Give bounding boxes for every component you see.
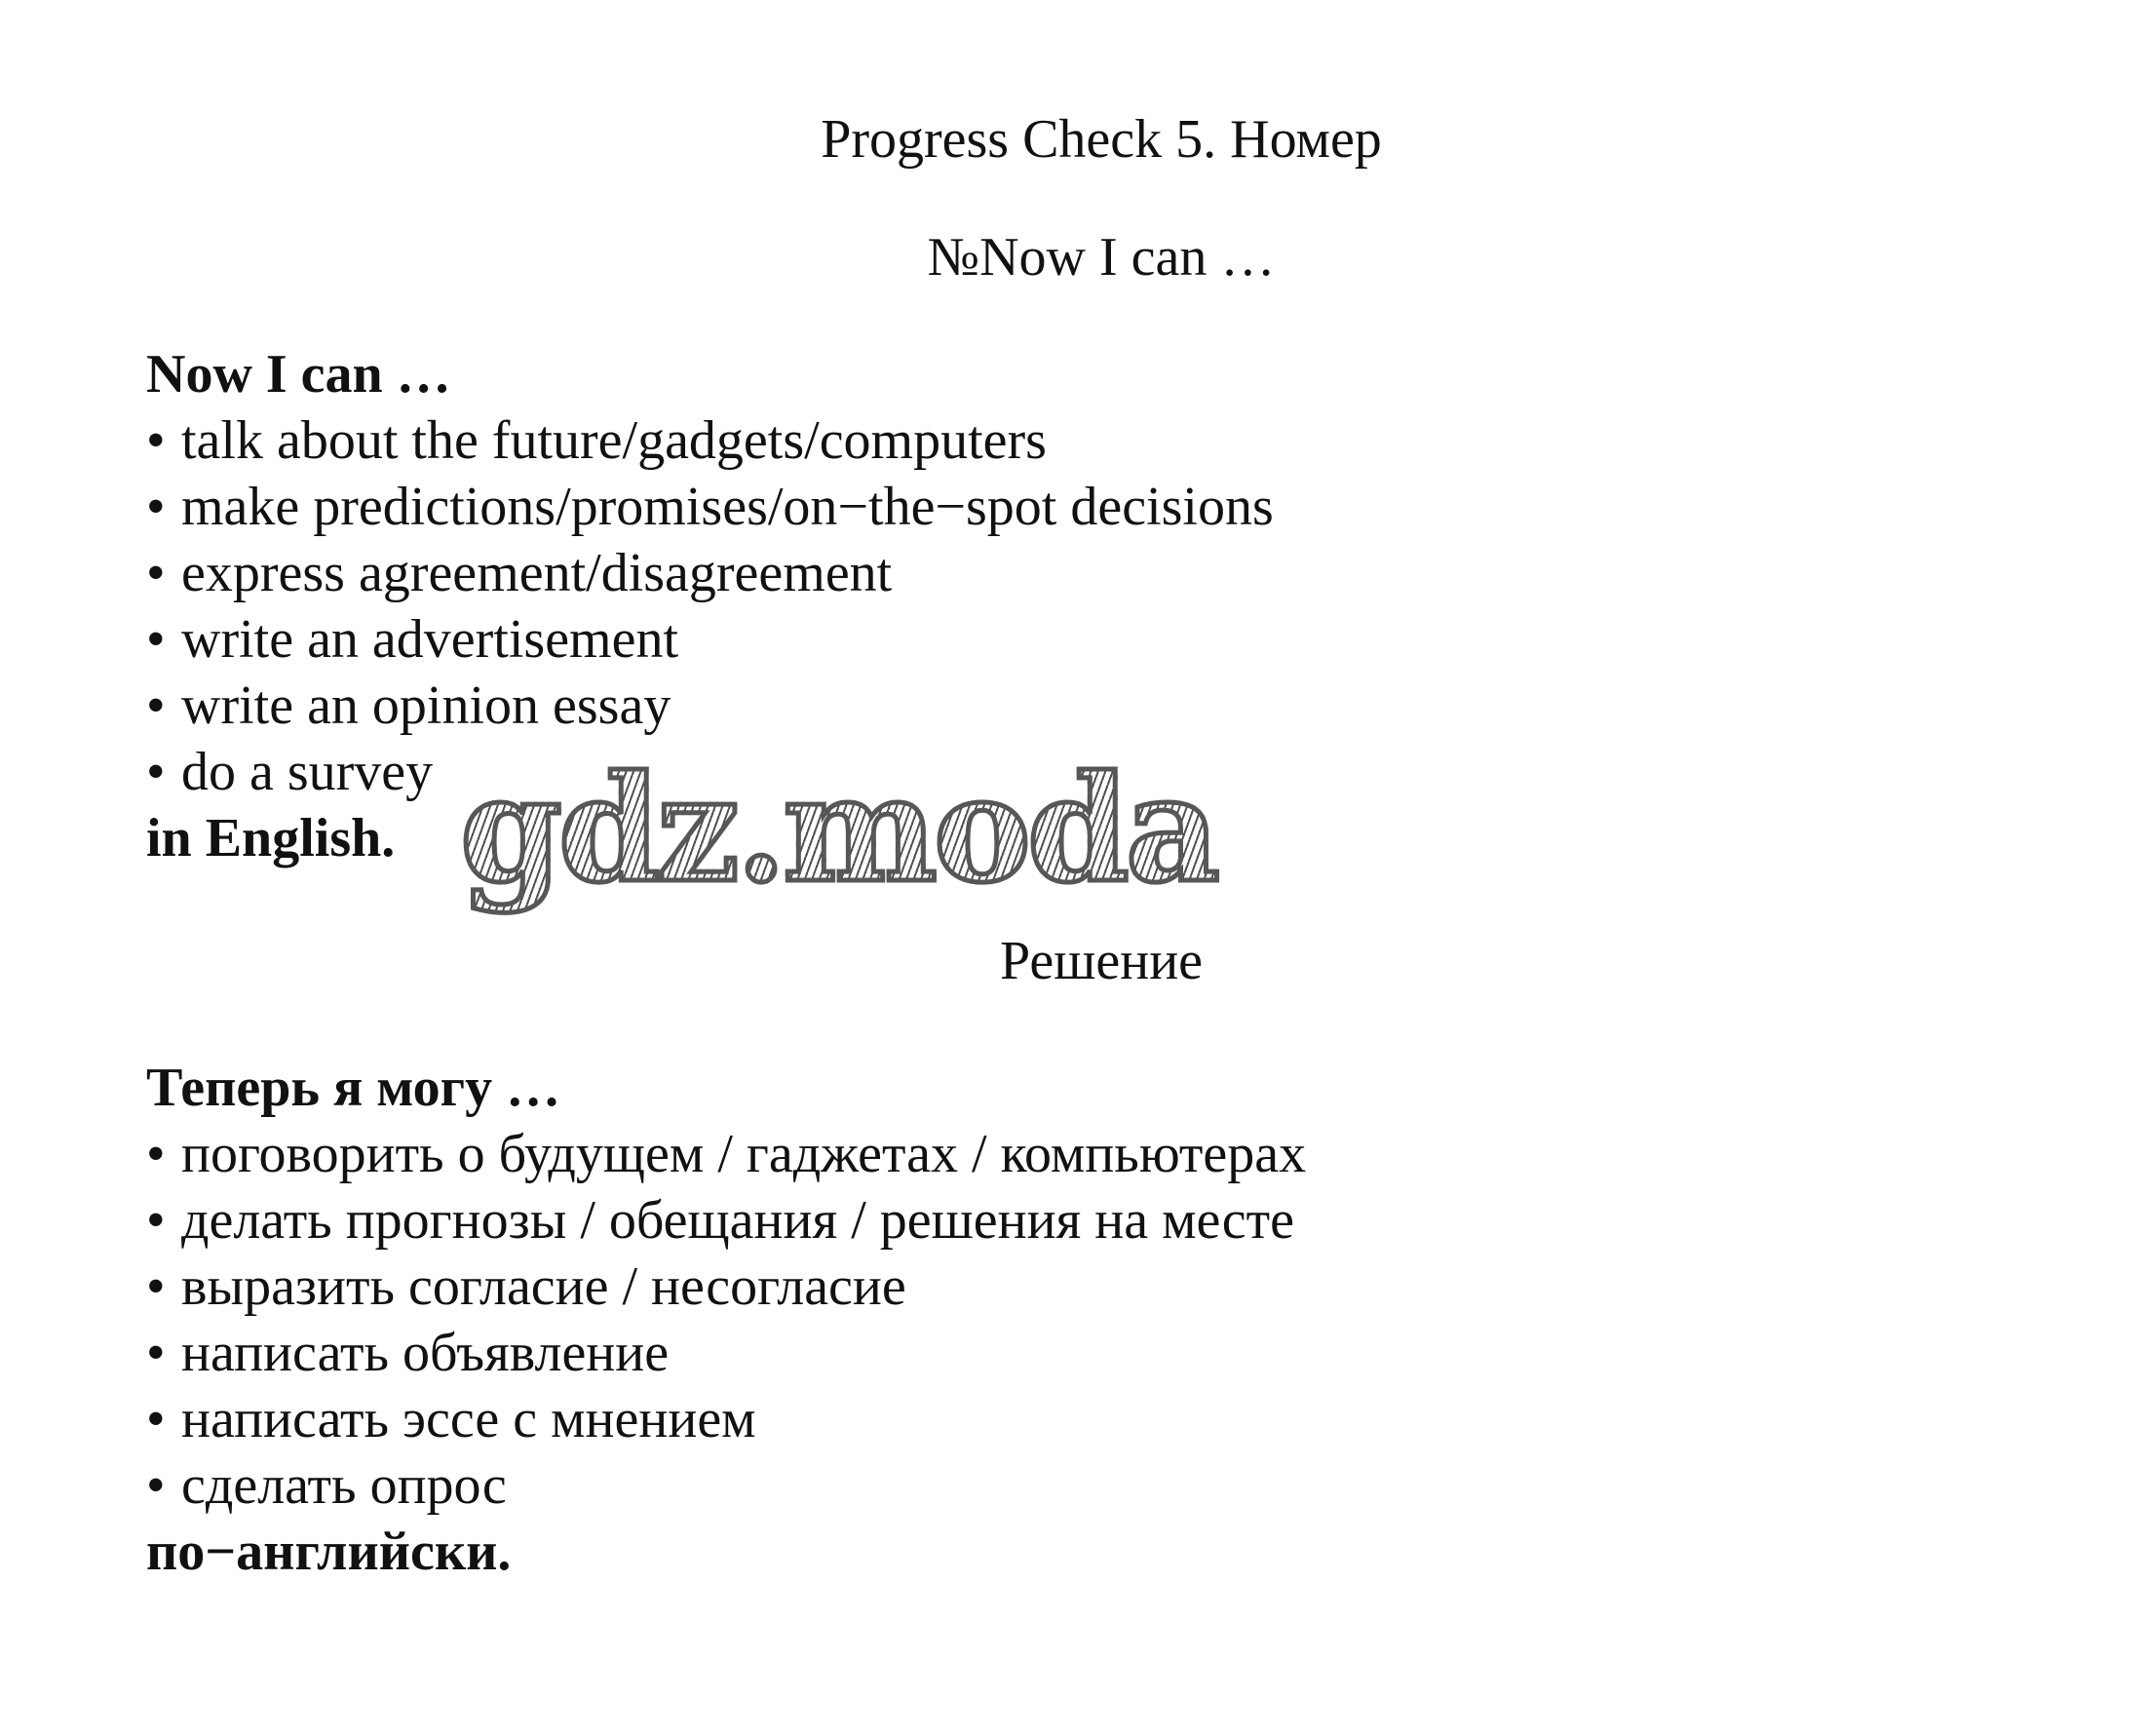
bullet-icon: • — [146, 675, 166, 736]
list-item — [146, 474, 1274, 540]
list-item-text: сделать опрос — [181, 1455, 507, 1516]
list-item-text: написать объявление — [181, 1323, 670, 1383]
list-item — [146, 673, 1274, 739]
watermark-logo: gdz.moda — [460, 744, 1217, 915]
russian-intro: Теперь я могу … — [146, 1058, 561, 1118]
bullet-icon: • — [146, 543, 166, 603]
list-item — [146, 1121, 1306, 1187]
list-item — [146, 540, 1274, 606]
list-item-text: talk about the future/gadgets/computers — [181, 410, 1047, 471]
bullet-icon: • — [146, 1455, 166, 1516]
russian-outro: по−английски. — [146, 1522, 512, 1582]
russian-block — [146, 1055, 1306, 1585]
bullet-icon: • — [146, 1323, 166, 1383]
bullet-icon: • — [146, 742, 166, 802]
page-title: Progress Check 5. Номер — [821, 109, 1382, 170]
list-item — [146, 1187, 1306, 1254]
list-item-text: do a survey — [181, 742, 434, 802]
bullet-icon: • — [146, 1124, 166, 1184]
list-item-text: выразить согласие / несогласие — [181, 1256, 906, 1317]
english-intro: Now I can … — [146, 344, 451, 405]
solution-heading: Решение — [999, 931, 1204, 991]
bullet-icon: • — [146, 1389, 166, 1449]
bullet-icon: • — [146, 609, 166, 670]
russian-list — [146, 1121, 1306, 1519]
list-item — [146, 1320, 1306, 1386]
bullet-icon: • — [146, 1256, 166, 1317]
list-item — [146, 407, 1274, 474]
list-item-text: write an opinion essay — [181, 675, 671, 736]
bullet-icon: • — [146, 1190, 166, 1251]
english-outro: in English. — [146, 808, 396, 868]
list-item-text: make predictions/promises/on−the−spot decisions — [181, 477, 1274, 537]
list-item — [146, 606, 1274, 673]
list-item-text: написать эссе с мнением — [181, 1389, 756, 1449]
bullet-icon: • — [146, 410, 166, 471]
list-item-text: делать прогнозы / обещания / решения на месте — [181, 1190, 1294, 1251]
bullet-icon: • — [146, 477, 166, 537]
task-heading: №Now I can … — [927, 227, 1276, 288]
list-item — [146, 1452, 1306, 1519]
list-item-text: поговорить о будущем / гаджетах / компьютерах — [181, 1124, 1307, 1184]
list-item — [146, 1386, 1306, 1452]
list-item-text: express agreement/disagreement — [181, 543, 893, 603]
list-item — [146, 1254, 1306, 1320]
list-item-text: write an advertisement — [181, 609, 679, 670]
